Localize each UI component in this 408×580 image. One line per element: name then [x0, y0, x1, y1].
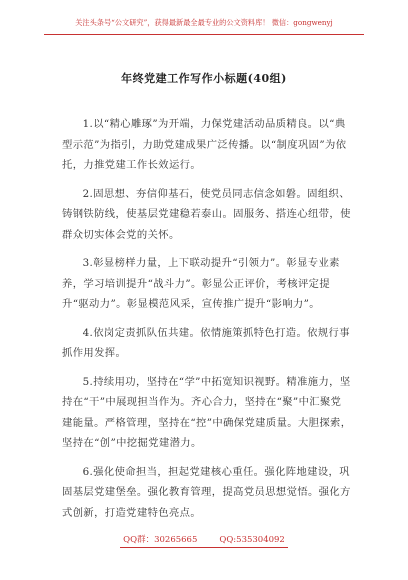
- paragraph-5: 5.持续用功，坚持在“学”中拓宽知识视野。精准施力，坚持在“干”中展现担当作为。齐心合力，坚持在“聚”中汇聚党建能量。严格管理，坚持在“控”中确保党建质量。大胆探索，坚持在“创”中挖掘党建潜力。: [62, 375, 352, 449]
- paragraph-2: 2.固思想、夯信仰基石，使党员同志信念如磐。固组织、铸钢铁防线，使基层党建稳若泰山。固服务、搭连心纽带，使群众切实体会党的关怀。: [62, 187, 351, 241]
- paragraph-4: 4.依岗定责抓队伍共建。依情施策抓特色打造。依规行事抓作用发挥。: [62, 326, 350, 359]
- footer-qq-number[interactable]: QQ:535304092: [219, 535, 285, 545]
- document-body: [62, 114, 352, 531]
- paragraph-1: 1.以“精心雕琢”为开端，力保党建活动品质精良。以“典型示范”为指引，力助党建成果广泛传播。以“制度巩固”为依托，力推党建工作长效运行。: [62, 118, 347, 171]
- paragraph-3: 3.彰显榜样力量，上下联动提升“引领力”。彰显专业素养，学习培训提升“战斗力”。彰显公正评价，考核评定提升“驱动力”。彰显模范风采，宣传推广提升“影响力”。: [62, 257, 340, 310]
- document-title: 年终党建工作写作小标题(40组): [121, 72, 287, 85]
- header-banner[interactable]: 关注头条号“公文研究”，获得最新最全最专业的公文资料库！ 微信：gongwenyj: [75, 18, 333, 27]
- header-divider: [44, 34, 364, 35]
- footer-underline: [120, 547, 288, 548]
- paragraph-6: 6.强化使命担当，担起党建核心重任。强化阵地建设，巩固基层党建堡垒。强化教育管理，提高党员思想觉悟。强化方式创新，打造党建特色亮点。: [62, 465, 351, 519]
- footer-contact: [0, 533, 408, 545]
- footer-qq-group[interactable]: QQ群：30265665: [123, 535, 198, 545]
